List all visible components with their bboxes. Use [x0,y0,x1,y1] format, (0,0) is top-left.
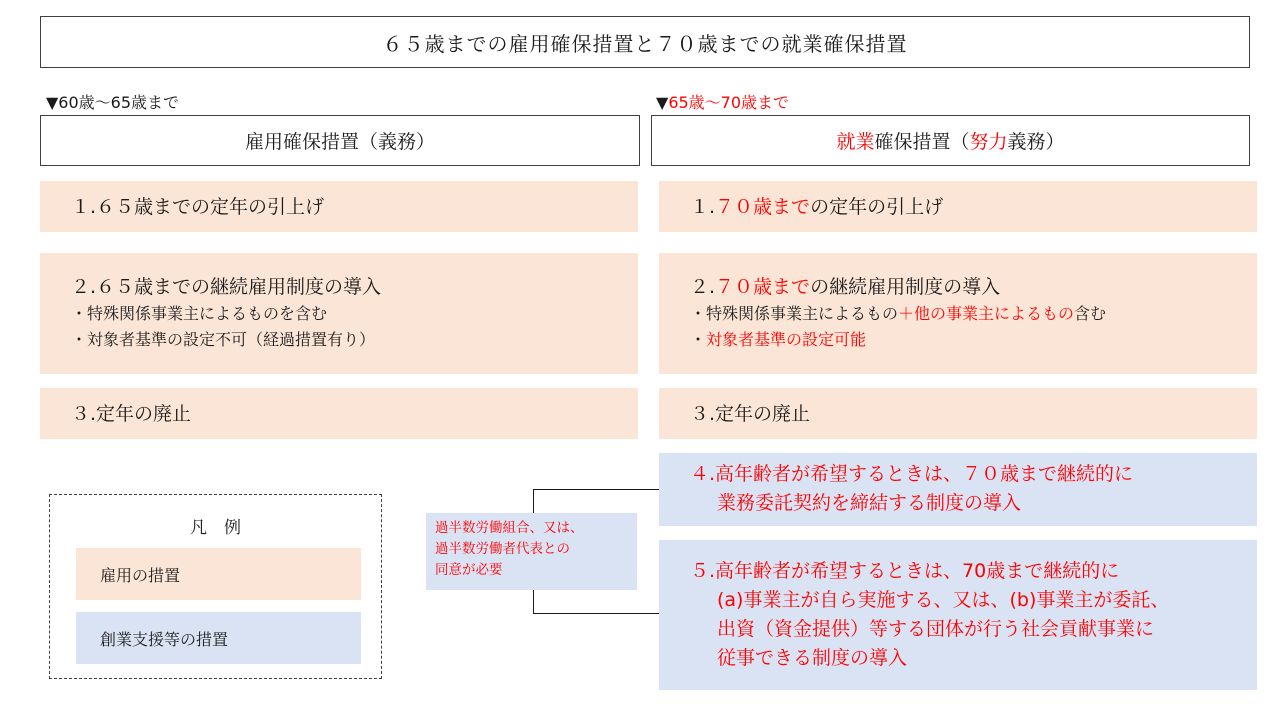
consent-note-line-2: 過半数労働者代表との [435,541,570,557]
right-age-range-marker: ▼ [656,93,669,112]
right-item-2-bullet-1-pre: ・特殊関係事業主によるもの [690,304,899,323]
left-item-2-bullet-2: ・対象者基準の設定不可（経過措置有り） [71,330,376,349]
legend-employment-swatch [76,548,361,600]
right-item-2-bullet-2-pre: ・ [690,330,707,349]
consent-note-line-1: 過半数労働組合、又は、 [435,520,584,536]
left-item-1 [40,181,638,232]
right-item-5-line-1: ５.高年齢者が希望するときは、70歳まで継続的に [690,560,1120,582]
right-item-2-suffix: の継続雇用制度の導入 [810,276,1001,298]
right-item-2-bullet-1 [690,301,1257,327]
right-heading-tail: 義務） [1007,131,1065,153]
consent-note [426,513,637,590]
right-item-2-prefix: ２. [690,276,716,298]
right-item-1 [659,181,1257,232]
right-item-4 [659,453,1257,526]
right-heading-red2: 努力 [969,131,1008,153]
left-heading [40,115,640,166]
right-item-3-heading: ３.定年の廃止 [690,403,811,425]
right-age-range-text: 65歳～70歳まで [668,93,790,112]
right-item-2-bullet-1-post: 含む [1074,304,1107,323]
legend-title: 凡 例 [190,518,241,538]
right-age-range [656,90,789,113]
right-item-1-suffix: の定年の引上げ [810,196,944,218]
legend [49,494,382,679]
right-item-2-bullet-1-red: ＋他の事業主によるもの [898,304,1075,323]
right-item-2-heading [690,273,1257,301]
right-item-5-line-3: 出資（資金提供）等する団体が行う社会貢献事業に [717,618,1155,640]
consent-note-line-3: 同意が必要 [435,562,503,578]
right-item-4-line-2: 業務委託契約を締結する制度の導入 [717,492,1022,514]
left-heading-text: 雇用確保措置（義務） [244,131,435,153]
right-item-1-prefix: １. [690,196,716,218]
page-title [40,16,1250,68]
right-item-2-bullet-2-red: 対象者基準の設定可能 [706,330,867,349]
right-item-4-line-1: ４.高年齢者が希望するときは、７０歳まで継続的に [690,463,1134,485]
right-item-1-red: ７０歳まで [715,196,811,218]
left-item-2-heading: ２.６５歳までの継続雇用制度の導入 [71,276,382,298]
left-item-2 [40,253,638,374]
page-title-text: ６５歳までの雇用確保措置と７０歳までの就業確保措置 [382,31,908,56]
right-item-3 [659,388,1257,439]
right-item-2-bullet-2 [690,327,1257,353]
left-item-1-heading: １.６５歳までの定年の引上げ [71,196,325,218]
right-item-2 [659,253,1257,374]
right-item-1-heading [690,193,1257,221]
legend-startup-label: 創業支援等の措置 [100,629,229,649]
right-item-2-red: ７０歳まで [715,276,811,298]
right-heading-mid: 確保措置（ [874,131,970,153]
right-heading [651,115,1250,166]
left-item-3-heading: ３.定年の廃止 [71,403,192,425]
right-item-5 [659,540,1257,690]
legend-employment-label: 雇用の措置 [100,565,181,585]
left-age-range: ▼60歳～65歳まで [46,93,180,112]
left-item-3 [40,388,638,439]
left-item-2-bullet-1: ・特殊関係事業主によるものを含む [71,304,328,323]
right-item-5-line-2: (a)事業主が自ら実施する、又は、(b)事業主が委託、 [717,589,1170,611]
right-item-5-line-4: 従事できる制度の導入 [717,647,908,669]
right-heading-red1: 就業 [836,131,875,153]
legend-startup-swatch [76,612,361,664]
